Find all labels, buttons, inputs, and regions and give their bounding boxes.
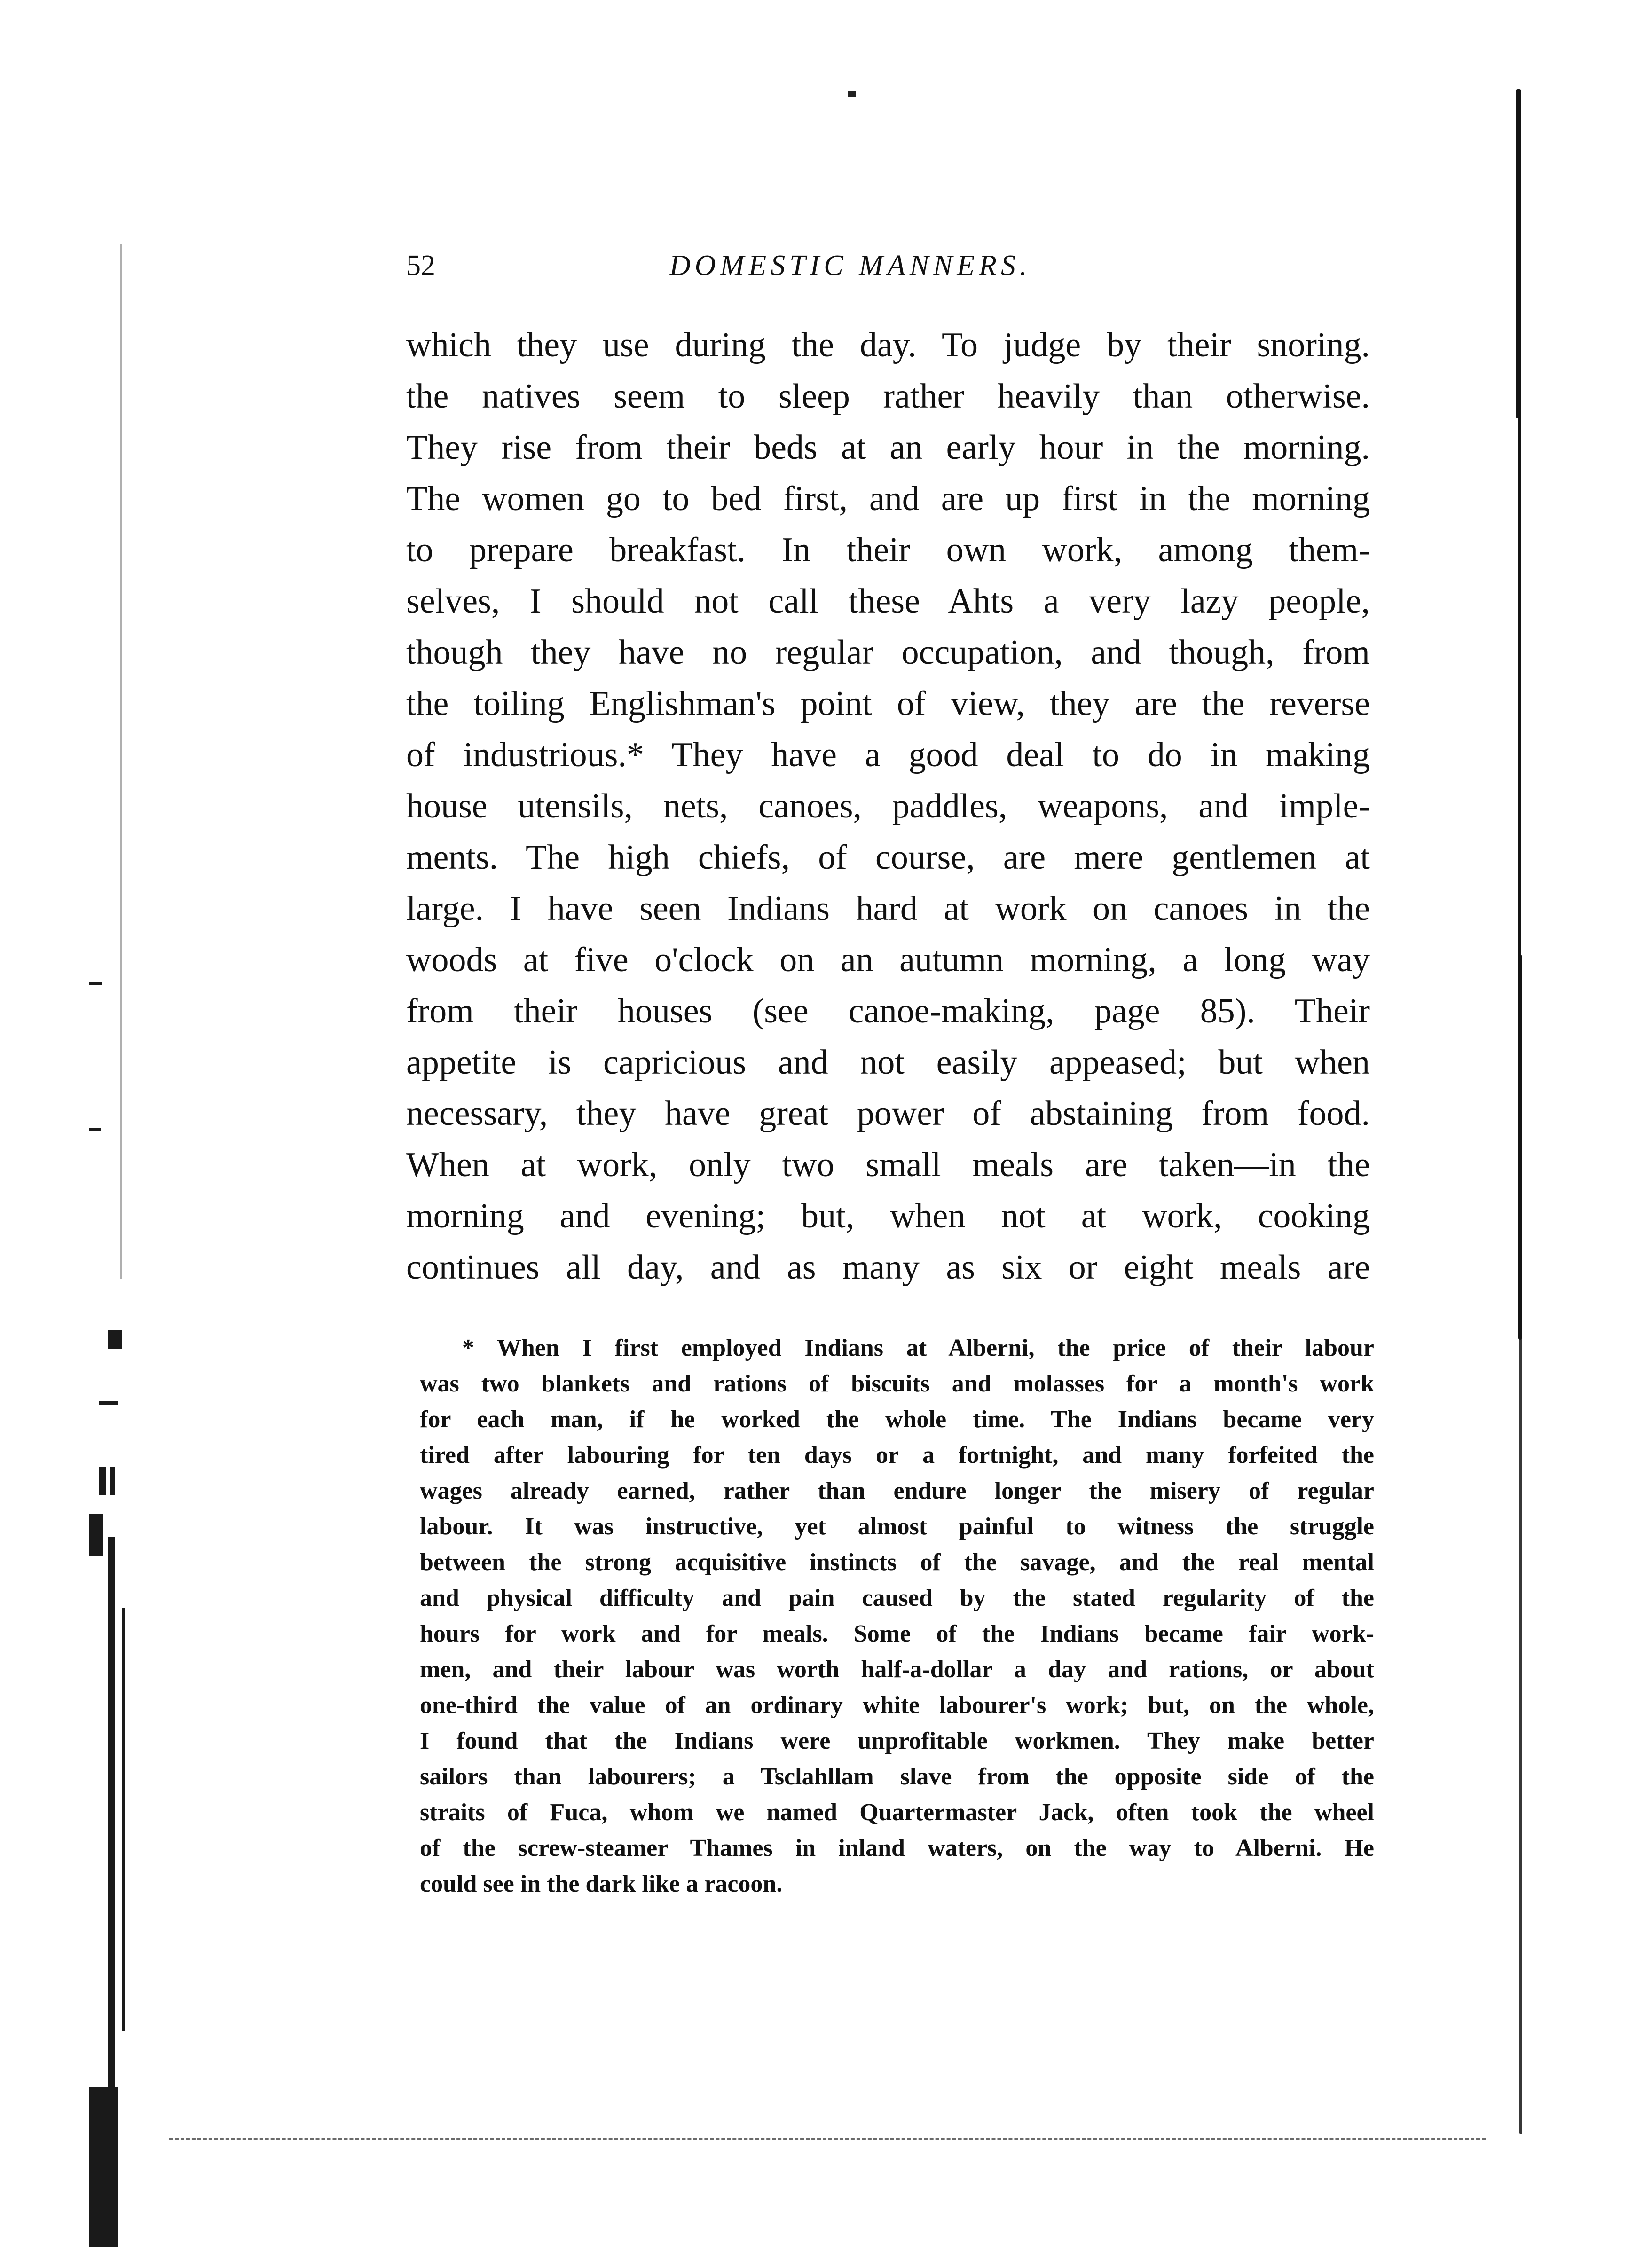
body-line: When at work, only two small meals are taken—in the bbox=[406, 1146, 1370, 1184]
body-line: ments. The high chiefs, of course, are mere gentlemen at bbox=[406, 838, 1370, 877]
footnote-line: hours for work and for meals. Some of the Indians became fair work- bbox=[420, 1620, 1374, 1647]
body-line: appetite is capricious and not easily appeased; but when bbox=[406, 1043, 1370, 1082]
footnote-line: wages already earned, rather than endure longer the misery of regular bbox=[420, 1477, 1374, 1504]
body-line: from their houses (see canoe-making, page 85). Their bbox=[406, 992, 1370, 1030]
body-line: continues all day, and as many as six or eight meals are bbox=[406, 1248, 1370, 1287]
body-line: house utensils, nets, canoes, paddles, weapons, and imple- bbox=[406, 787, 1370, 825]
body-line: which they use during the day. To judge by their snoring. bbox=[406, 326, 1370, 364]
body-text bbox=[406, 320, 1370, 1293]
body-line: The women go to bed first, and are up first in the morning bbox=[406, 479, 1370, 518]
footnote-line: I found that the Indians were unprofitable workmen. They make better bbox=[420, 1728, 1374, 1754]
body-line: woods at five o'clock on an autumn morning, a long way bbox=[406, 941, 1370, 979]
scan-speck bbox=[848, 91, 856, 97]
footnote-line: labour. It was instructive, yet almost painful to witness the struggle bbox=[420, 1513, 1374, 1540]
body-line: necessary, they have great power of abstaining from food. bbox=[406, 1094, 1370, 1133]
body-line: They rise from their beds at an early hour in the morning. bbox=[406, 428, 1370, 467]
footnote-line: was two blankets and rations of biscuits and molasses for a month's work bbox=[420, 1370, 1374, 1397]
body-line: large. I have seen Indians hard at work on canoes in the bbox=[406, 889, 1370, 928]
body-line: the natives seem to sleep rather heavily than otherwise. bbox=[406, 377, 1370, 416]
bottom-scan-rule bbox=[169, 2138, 1486, 2140]
body-line: of industrious.* They have a good deal to do in making bbox=[406, 736, 1370, 774]
binding-edge-left bbox=[71, 103, 146, 2172]
footnote-line: straits of Fuca, whom we named Quartermaster Jack, often took the wheel bbox=[420, 1799, 1374, 1826]
body-line: selves, I should not call these Ahts a very lazy people, bbox=[406, 582, 1370, 621]
footnote-line: of the screw-steamer Thames in inland waters, on the way to Alberni. He bbox=[420, 1835, 1374, 1862]
body-line: morning and evening; but, when not at work, cooking bbox=[406, 1197, 1370, 1235]
binding-edge-right bbox=[1513, 85, 1532, 2144]
footnote-line: sailors than labourers; a Tsclahllam slave from the opposite side of the bbox=[420, 1763, 1374, 1790]
body-line: though they have no regular occupation, and though, from bbox=[406, 633, 1370, 672]
body-line: the toiling Englishman's point of view, they are the reverse bbox=[406, 684, 1370, 723]
body-line: to prepare breakfast. In their own work, among them- bbox=[406, 531, 1370, 569]
footnote-line: * When I first employed Indians at Alberni, the price of their labour bbox=[462, 1335, 1374, 1361]
footnote-line: men, and their labour was worth half-a-dollar a day and rations, or about bbox=[420, 1656, 1374, 1683]
page-number: 52 bbox=[406, 250, 435, 282]
running-head-title: DOMESTIC MANNERS. bbox=[669, 250, 1031, 282]
footnote bbox=[420, 1330, 1374, 1902]
footnote-line: could see in the dark like a racoon. bbox=[420, 1870, 783, 1897]
footnote-line: for each man, if he worked the whole time. The Indians became very bbox=[420, 1406, 1374, 1433]
footnote-line: between the strong acquisitive instincts of the savage, and the real mental bbox=[420, 1549, 1374, 1576]
footnote-line: tired after labouring for ten days or a fortnight, and many forfeited the bbox=[420, 1442, 1374, 1469]
footnote-line: one-third the value of an ordinary white labourer's work; but, on the whole, bbox=[420, 1692, 1374, 1719]
footnote-line: and physical difficulty and pain caused by the stated regularity of the bbox=[420, 1585, 1374, 1611]
running-header bbox=[406, 244, 1370, 287]
